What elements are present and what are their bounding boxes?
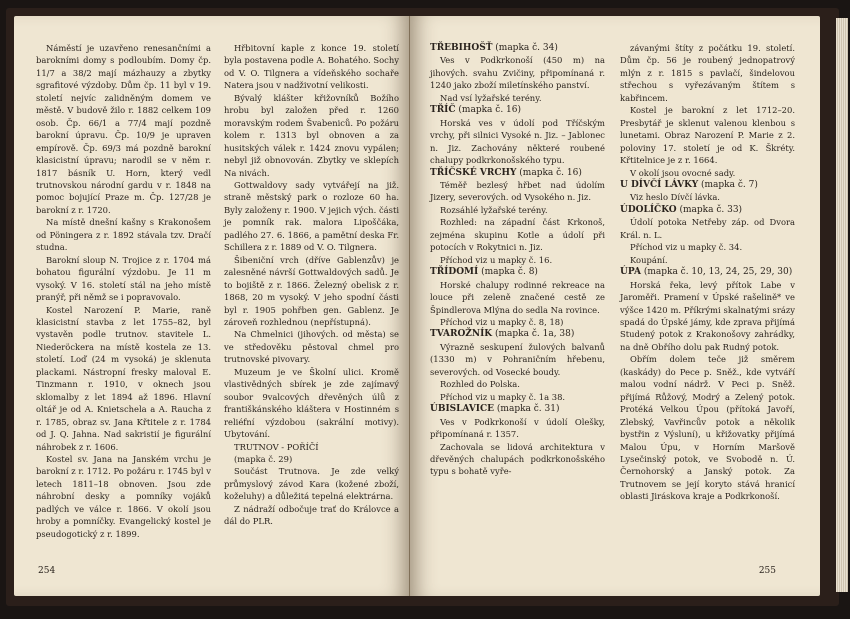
entry-heading (430, 266, 605, 278)
paragraph: Zachovala se lidová architektura v dřevěných chalupách podkrkonošského typu s bohatě vyře- (430, 441, 605, 477)
entry-title: TŘÍDOMÍ (430, 267, 479, 278)
entry-heading (430, 42, 605, 54)
paragraph: Rozsáhlé lyžařské terény. (440, 204, 548, 215)
entry-heading (620, 266, 795, 278)
paragraph: závanými štíty z počátku 19. století. Dům čp. 56 je roubený jednopatrový mlýn z r. 1815 s pavlačí, šindelovou střechou s vyřezávaným štítem s kabřincem. (620, 43, 795, 103)
paragraph: Na Chmelnici (jihových. od města) se ve středověku pěstoval chmel pro trutnovské pivovary. (224, 329, 399, 365)
paragraph: Ves v Podkrkonoší (450 m) na jihových. svahu Zvičiny, připomínaná r. 1240 jako zboží miletínského panství. (430, 55, 605, 91)
paragraph: Viz heslo Dívčí lávka. (630, 192, 720, 203)
paragraph: Z nádraží odbočuje trať do Královce a dál do PLR. (224, 503, 399, 527)
paragraph: Muzeum je ve Školní ulici. Kromě vlastivědných sbírek je zde zajímavý soubor 9valcových dřevěných úlů z františkánského kláštera v Hostinném s reliéfní výzdobou (sakrální motivy). Ubytování. (224, 366, 399, 440)
entry-title: ÚDOLÍČKO (620, 204, 677, 215)
paragraph: TRUTNOV - POŘÍČÍ (234, 441, 319, 452)
entry-heading (620, 204, 795, 216)
page-number-left: 254 (38, 566, 56, 576)
paragraph: Na místě dnešní kašny s Krakonošem od Pöningera z r. 1892 stávala tzv. Dračí studna. (36, 217, 211, 253)
paragraph: (mapka č. 29) (234, 453, 293, 464)
map-reference: (mapka č. 8) (478, 267, 538, 278)
paragraph: Obřím dolem teče již směrem (kaskády) do Pece p. Sněž., kde vytváří malou vodní nádrž. V Peci p. Sněž. přijímá Růžový, Modrý a Zelený potok. Protéká Velkou Úpou (přítoká Javoří, Zlebský, Vavřincův potok a několik bystřin z Výsluní), u křižovatky přijímá Malou Úpu, v Horním Maršově Lysečinský potok, ve Svobodě n. Ú. Černohorský a Janský potok. Za Trutnovem se její koryto stává hranicí oblasti Jiráskova kraje a Podkrkonoší. (620, 354, 795, 502)
left-page (14, 16, 409, 596)
map-reference: (mapka č. 34) (492, 43, 558, 53)
paragraph: Kostel je barokní z let 1712–20. Presbytář je sklenut valenou klenbou s lunetami. Obraz Narození P. Marie z 2. poloviny 17. století je od K. Škréty. Křtitelnice je z r. 1664. (620, 105, 795, 166)
paragraph: Horské chalupy rodinné rekreace na louce při zeleně značené cestě ze Špindlerova Mlýna do sedla Na rovince. (430, 279, 605, 315)
paragraph: Šibeniční vrch (dříve Gablenzův) je zalesněné návrší Gottwaldových sadů. Je to bojiště z r. 1866. Železný obelisk z r. 1868, 20 m vysoký. V jeho spodní části byl r. 1905 pohřben gen. Gablenz. Je zároveň rozhlednou (nepřístupná). (224, 254, 399, 327)
paragraph: Horská ves v údolí pod Tříčským vrchy, při silnici Vysoké n. Jiz. – Jablonec n. Jiz. Zachovány některé roubené chalupy podkrkonošského typu. (430, 117, 605, 166)
paragraph: Téměř bezlesý hřbet nad údolím Jizery, severových. od Vysokého n. Jiz. (430, 179, 605, 203)
paragraph: Hřbitovní kaple z konce 19. století byla postavena podle A. Bohatého. Sochy od V. O. Tilgnera a vídeňského sochaře Natera jsou v nadživotní velikosti. (224, 43, 399, 91)
paragraph: Horská řeka, levý přítok Labe v Jaroměři. Pramení v Úpské rašelině* ve výšce 1420 m. Příkrými skalnatými srázy spadá do Úpské jámy, kde zprava přijímá Studený potok z Krakonošovy zahrádky, na dně Obřího dolu pak Rudný potok. (620, 279, 795, 352)
paragraph: Příchod viz u mapky č. 34. (630, 242, 743, 253)
entry-title: ÚPA (620, 267, 641, 278)
map-reference: (mapka č. 7) (698, 179, 758, 190)
right-page (410, 16, 820, 596)
entry-heading (430, 403, 605, 415)
paragraph: Kostel Narození P. Marie, raně klasicistní stavba z let 1755–82, byl vystavěn podle trutnov. stavitele L. Niederöckera na místě kostela ze 13. století. Loď (24 m vysoká) je sklenuta plackami. Nástropní fresky maloval E. Tinzmann r. 1910, v oknech jsou sklomalby z let 1894 až 1896. Hlavní oltář je od A. Knietschela a A. Raucha z r. 1785, obraz sv. Jana Křtitele z r. 1784 od J. Q. Jahna. Nad sakristií je figurální náhrobek z r. 1606. (36, 304, 211, 452)
map-reference: (mapka č. 33) (676, 204, 743, 215)
map-reference: (mapka č. 1a, 38) (492, 329, 575, 340)
paragraph: Rozhled: na západní část Krkonoš, zejména skupinu Kotle a údolí při potocích v Rokytnici n. Jiz. (430, 217, 605, 253)
paragraph: Součást Trutnova. Je zde velký průmyslový závod Kara (kožené zboží, koželuhy) a důležitá tepelná elektrárna. (224, 466, 399, 502)
entry-title: ÚBISLAVICE (430, 404, 495, 415)
paragraph: Rozhled do Polska. (440, 379, 520, 390)
paragraph: Ves v Podkrkonoší v údolí Olešky, připomínaná r. 1357. (430, 416, 605, 440)
right-column-2 (620, 42, 795, 503)
entry-heading (430, 104, 605, 116)
entry-title: TŘÍČSKÉ VRCHY (430, 167, 517, 178)
paragraph: Náměstí je uzavřeno renesančními a barokními domy s podloubím. Domy čp. 11/7 a 38/2 mají mázhauzy a zbytky sgrafitové výzdoby. Dům čp. 11 byl v 19. století nejvíc zalidněným domem ve městě. V budově žilo r. 1882 celkem 109 osob. Čp. 66/1 a 77/4 mají pozdně barokní úpravu. Čp. 10/9 je upraven empírově. Čp. 69/3 má pozdně barokní klasicistní úpravu; narodil se v něm r. 1817 básník U. Horn, který vedl trutnovskou národní gardu v r. 1848 na pomoc bojující Praze m. Čp. 127/28 je barokní z r. 1720. (36, 43, 211, 215)
paragraph: Údolí potoka Netřeby záp. od Dvora Král. n. L. (620, 217, 795, 240)
paragraph: Bývalý klášter křižovníků Božího hrobu byl založen před r. 1260 moravským rodem Švabeniců. Po požáru kolem r. 1313 byl obnoven a za husitských válek r. 1424 znovu vypálen; nebyl již obnovován. Zbytky ve sklepích Na nivách. (224, 92, 399, 178)
paragraph: V okolí jsou ovocné sady. (630, 167, 736, 178)
paragraph: Výrazně seskupení žulových balvanů (1330 m) v Pohraničním hřebenu, severových. od Vosecké boudy. (430, 341, 605, 377)
paragraph: Příchod viz u mapky č. 8, 18) (440, 316, 564, 327)
right-column-1 (430, 42, 605, 478)
paragraph: Nad vsí lyžařské terény. (440, 92, 542, 103)
page-edge (836, 18, 848, 592)
map-reference: (mapka č. 16) (516, 167, 582, 178)
map-reference: (mapka č. 10, 13, 24, 25, 29, 30) (640, 267, 793, 278)
entry-heading (430, 328, 605, 340)
entry-title: TŘEBIHOŠŤ (430, 43, 493, 53)
paragraph: Barokní sloup N. Trojice z r. 1704 má bohatou figurální výzdobu. Je 11 m vysoký. V 16. století stál na jeho místě pranýř, při němž se i popravovalo. (36, 254, 211, 303)
left-column-2 (224, 42, 399, 528)
paragraph: Příchod viz u mapky č. 1a 38. (440, 391, 566, 402)
paragraph: Příchod viz u mapky č. 16. (440, 254, 553, 265)
map-reference: (mapka č. 31) (494, 404, 560, 415)
entry-title: U DÍVČÍ LÁVKY (620, 179, 699, 190)
map-reference: (mapka č. 16) (455, 105, 522, 116)
paragraph: Gottwaldovy sady vytvářejí na již. straně městský park o rozloze 60 ha. Byly založeny r. 1900. V jejich vých. části je pomník rak. malora Lipoščáka, padlého 27. 6. 1866, a pamětní deska Fr. Schillera z r. 1889 od V. O. Tilgnera. (224, 179, 399, 253)
entry-title: TVAROŽNÍK (430, 329, 493, 340)
page-number-right: 255 (758, 566, 776, 576)
entry-heading (620, 179, 795, 191)
entry-title: TŘÍČ (430, 105, 456, 116)
entry-heading (430, 167, 605, 179)
paragraph: Kostel sv. Jana na Janském vrchu je barokní z r. 1712. Po požáru r. 1745 byl v letech 1811–18 obnoven. Jsou zde náhrobní desky a pomníky vojáků padlých ve válce r. 1866. V okolí jsou hroby a pomníčky. Evangelický kostel je pseudogotický z r. 1899. (36, 453, 211, 539)
left-column-1 (36, 42, 211, 540)
paragraph: Koupání. (630, 254, 668, 265)
